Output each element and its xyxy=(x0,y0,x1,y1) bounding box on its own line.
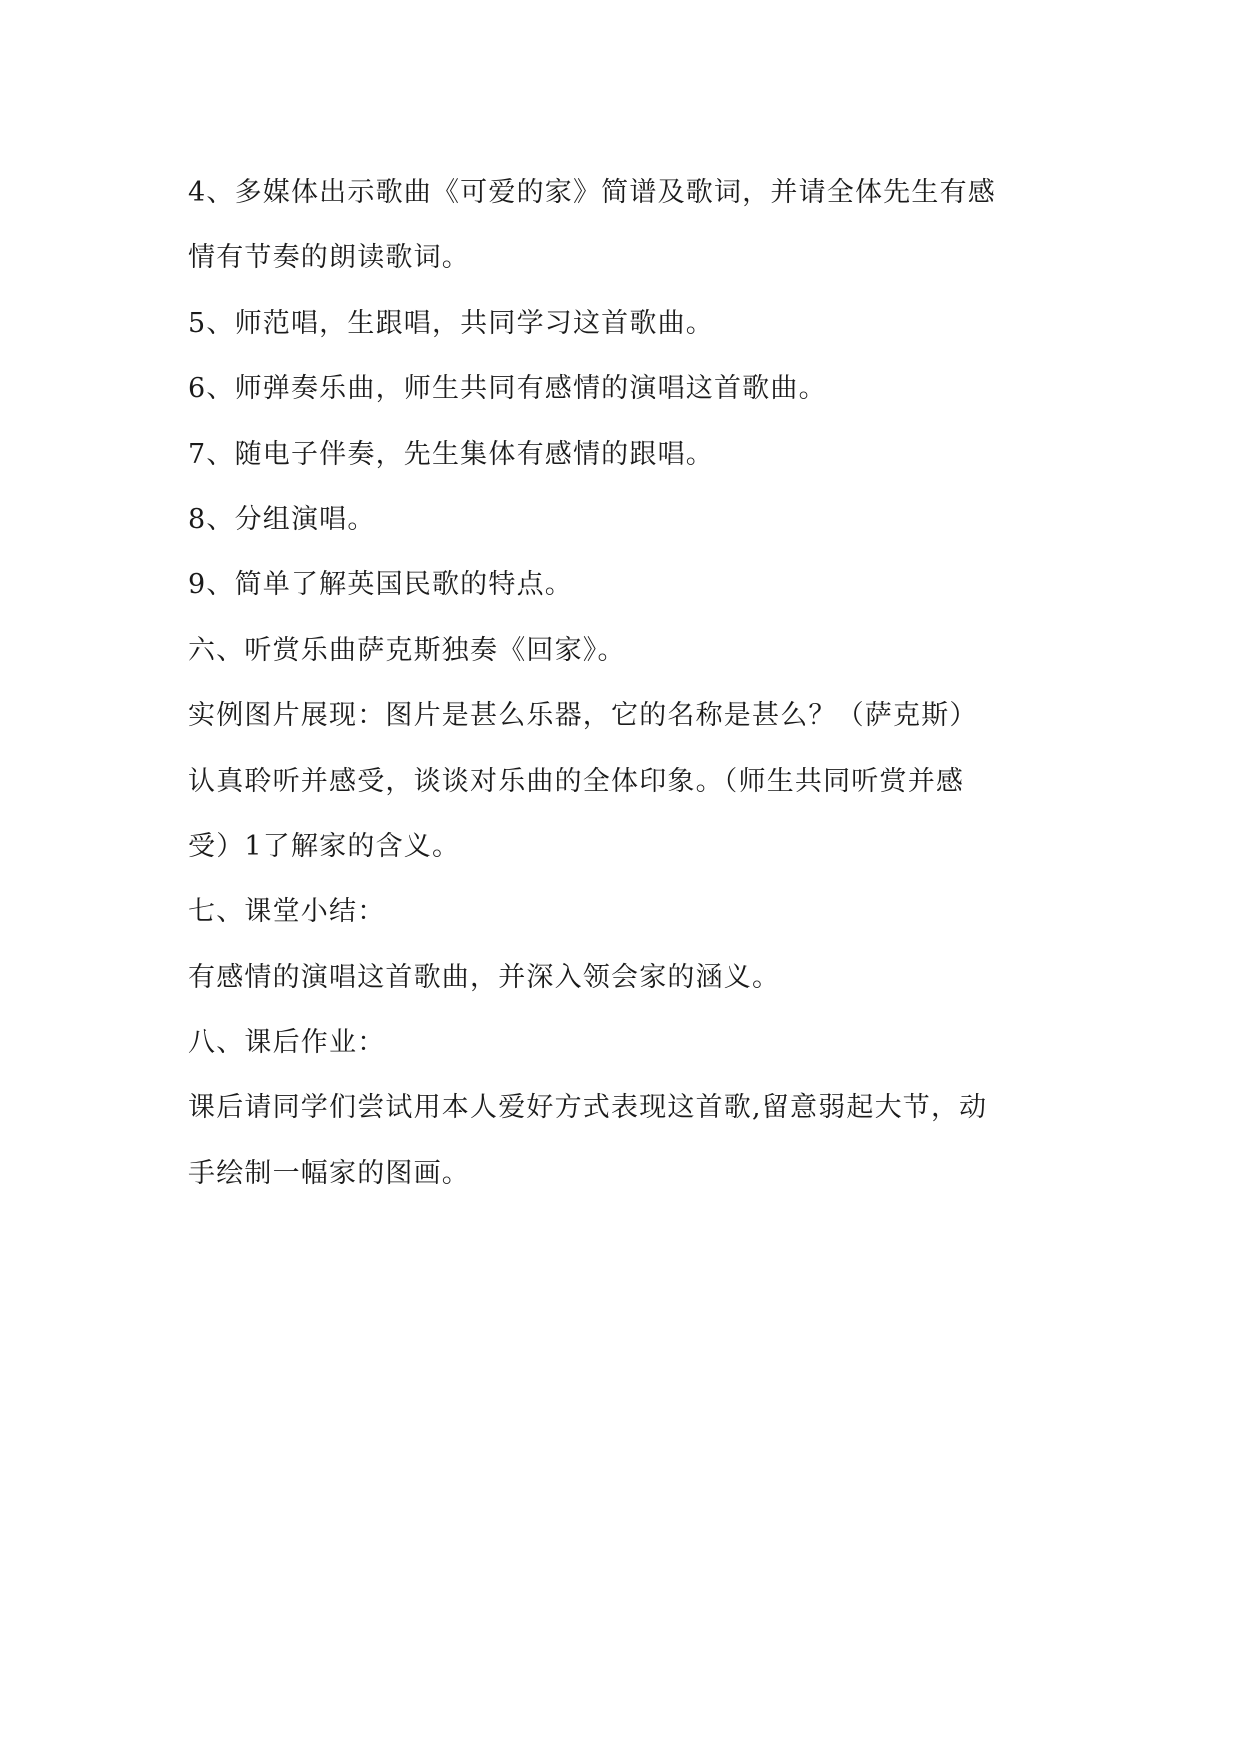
text-line-step-7: 7、随电子伴奏，先生集体有感情的跟唱。 xyxy=(188,438,714,470)
text-line-listen-cont: 受）1了解家的含义。 xyxy=(188,830,461,862)
text-line-step-4-cont: 情有节奏的朗读歌词。 xyxy=(188,242,470,274)
section-heading-6: 六、听赏乐曲萨克斯独奏《回家》。 xyxy=(188,634,626,666)
section-heading-7: 七、课堂小结： xyxy=(188,896,386,928)
text-line-homework: 课后请同学们尝试用本人爱好方式表现这首歌,留意弱起大节，动 xyxy=(188,1092,988,1124)
text-line-summary: 有感情的演唱这首歌曲，并深入领会家的涵义。 xyxy=(188,961,781,993)
text-line-step-4: 4、多媒体出示歌曲《可爱的家》简谱及歌词，并请全体先生有感 xyxy=(188,177,996,208)
text-line-step-6: 6、师弹奏乐曲，师生共同有感情的演唱这首歌曲。 xyxy=(188,373,827,405)
text-line-step-8: 8、分组演唱。 xyxy=(188,503,376,535)
text-line-picture-question: 实例图片展现：图片是甚么乐器，它的名称是甚么？（萨克斯） xyxy=(188,700,978,732)
text-line-homework-cont: 手绘制一幅家的图画。 xyxy=(188,1157,470,1189)
text-line-step-5: 5、师范唱，生跟唱，共同学习这首歌曲。 xyxy=(188,307,714,339)
section-heading-8: 八、课后作业： xyxy=(188,1027,386,1059)
document-body xyxy=(188,160,1058,1206)
text-line-listen: 认真聆听并感受，谈谈对乐曲的全体印象。（师生共同听赏并感 xyxy=(188,765,965,797)
text-line-step-9: 9、简单了解英国民歌的特点。 xyxy=(188,569,573,601)
